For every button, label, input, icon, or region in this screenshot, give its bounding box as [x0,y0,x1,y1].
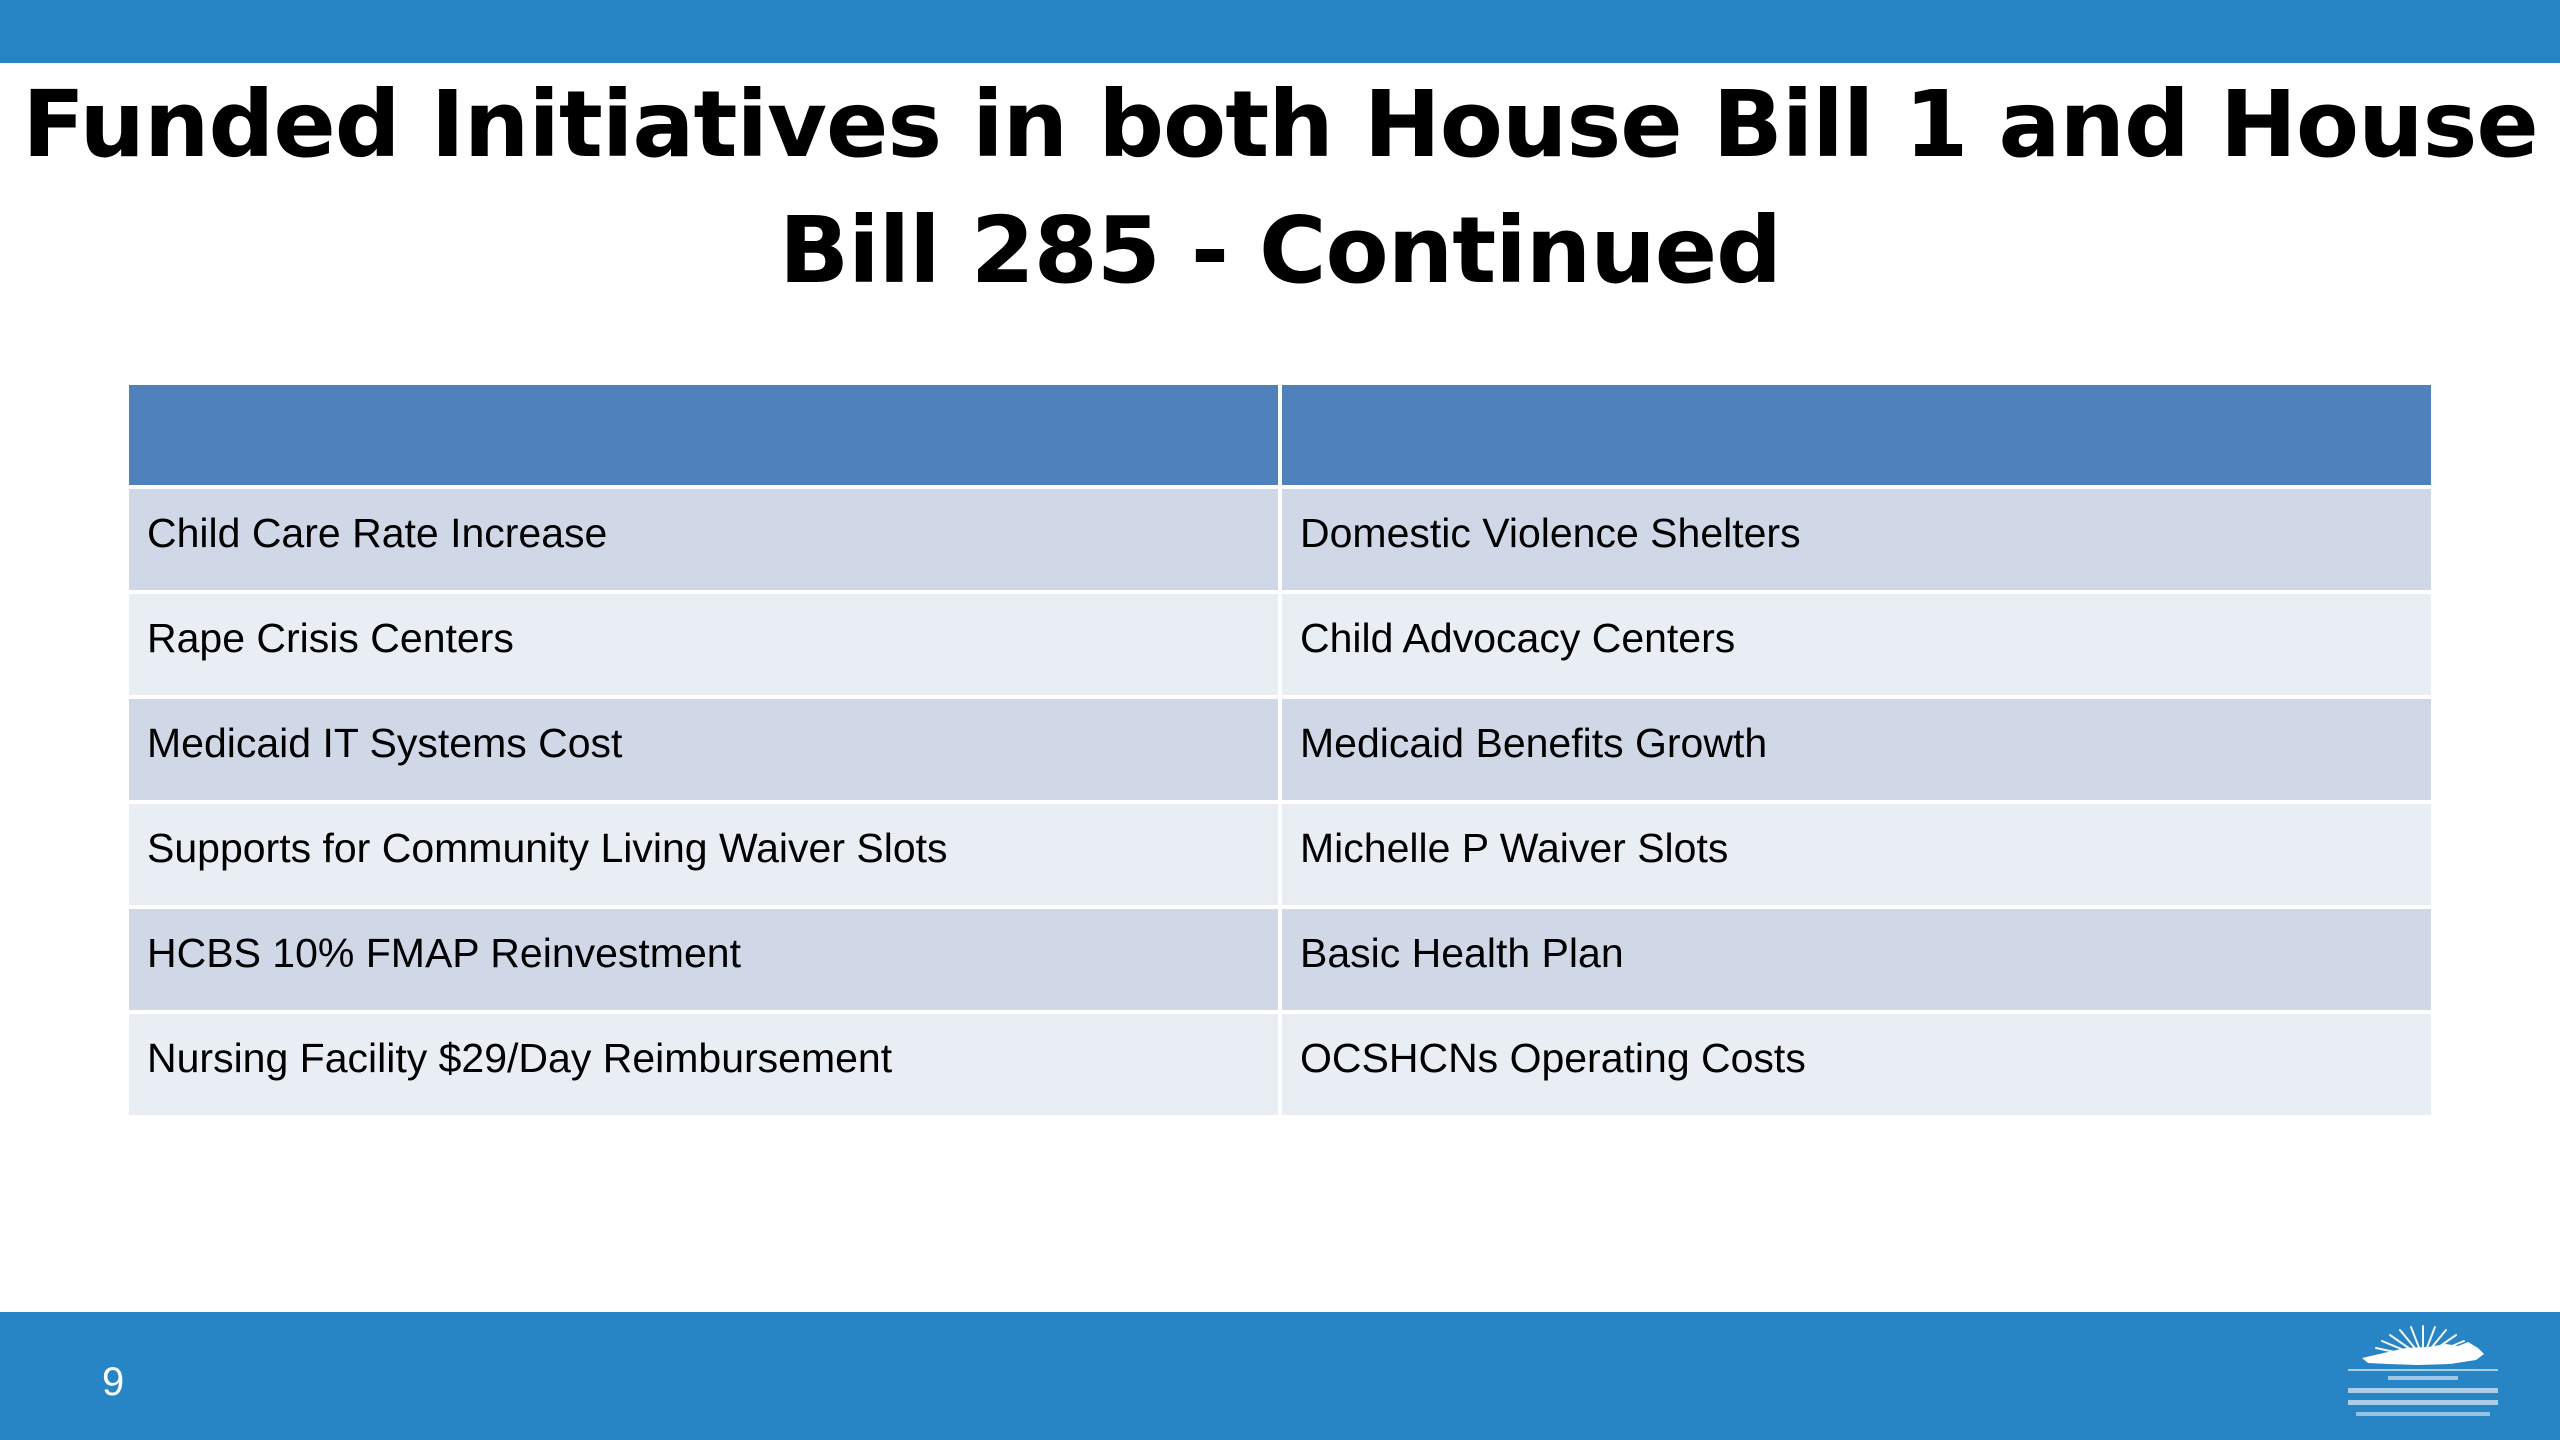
table-row [129,489,2431,590]
table-cell: Michelle P Waiver Slots [1282,804,2431,905]
table-row [129,909,2431,1010]
top-banner [0,0,2560,63]
table-cell: Rape Crisis Centers [129,594,1278,695]
slide-title [0,62,2560,314]
bottom-banner [0,1312,2560,1440]
table-row [129,699,2431,800]
table-row [129,804,2431,905]
table-cell: Supports for Community Living Waiver Slots [129,804,1278,905]
table-row [129,594,2431,695]
table-cell: Medicaid Benefits Growth [1282,699,2431,800]
table-row [129,1014,2431,1115]
slide-title-line-2: Bill 285 - Continued [778,197,1782,304]
table-cell: OCSHCNs Operating Costs [1282,1014,2431,1115]
initiatives-table [129,385,2431,1115]
table-cell: Basic Health Plan [1282,909,2431,1010]
table-header-row [129,385,2431,485]
table-header-cell [129,385,1278,485]
table-cell: Nursing Facility $29/Day Reimbursement [129,1014,1278,1115]
table-cell: Child Care Rate Increase [129,489,1278,590]
slide-title-line-1: Funded Initiatives in both House Bill 1 and House [22,71,2538,178]
table-cell: Medicaid IT Systems Cost [129,699,1278,800]
table-cell: HCBS 10% FMAP Reinvestment [129,909,1278,1010]
state-seal-logo [2318,1318,2528,1430]
table-header-cell [1282,385,2431,485]
slide-number: 9 [102,1360,125,1404]
table-cell: Domestic Violence Shelters [1282,489,2431,590]
table-cell: Child Advocacy Centers [1282,594,2431,695]
